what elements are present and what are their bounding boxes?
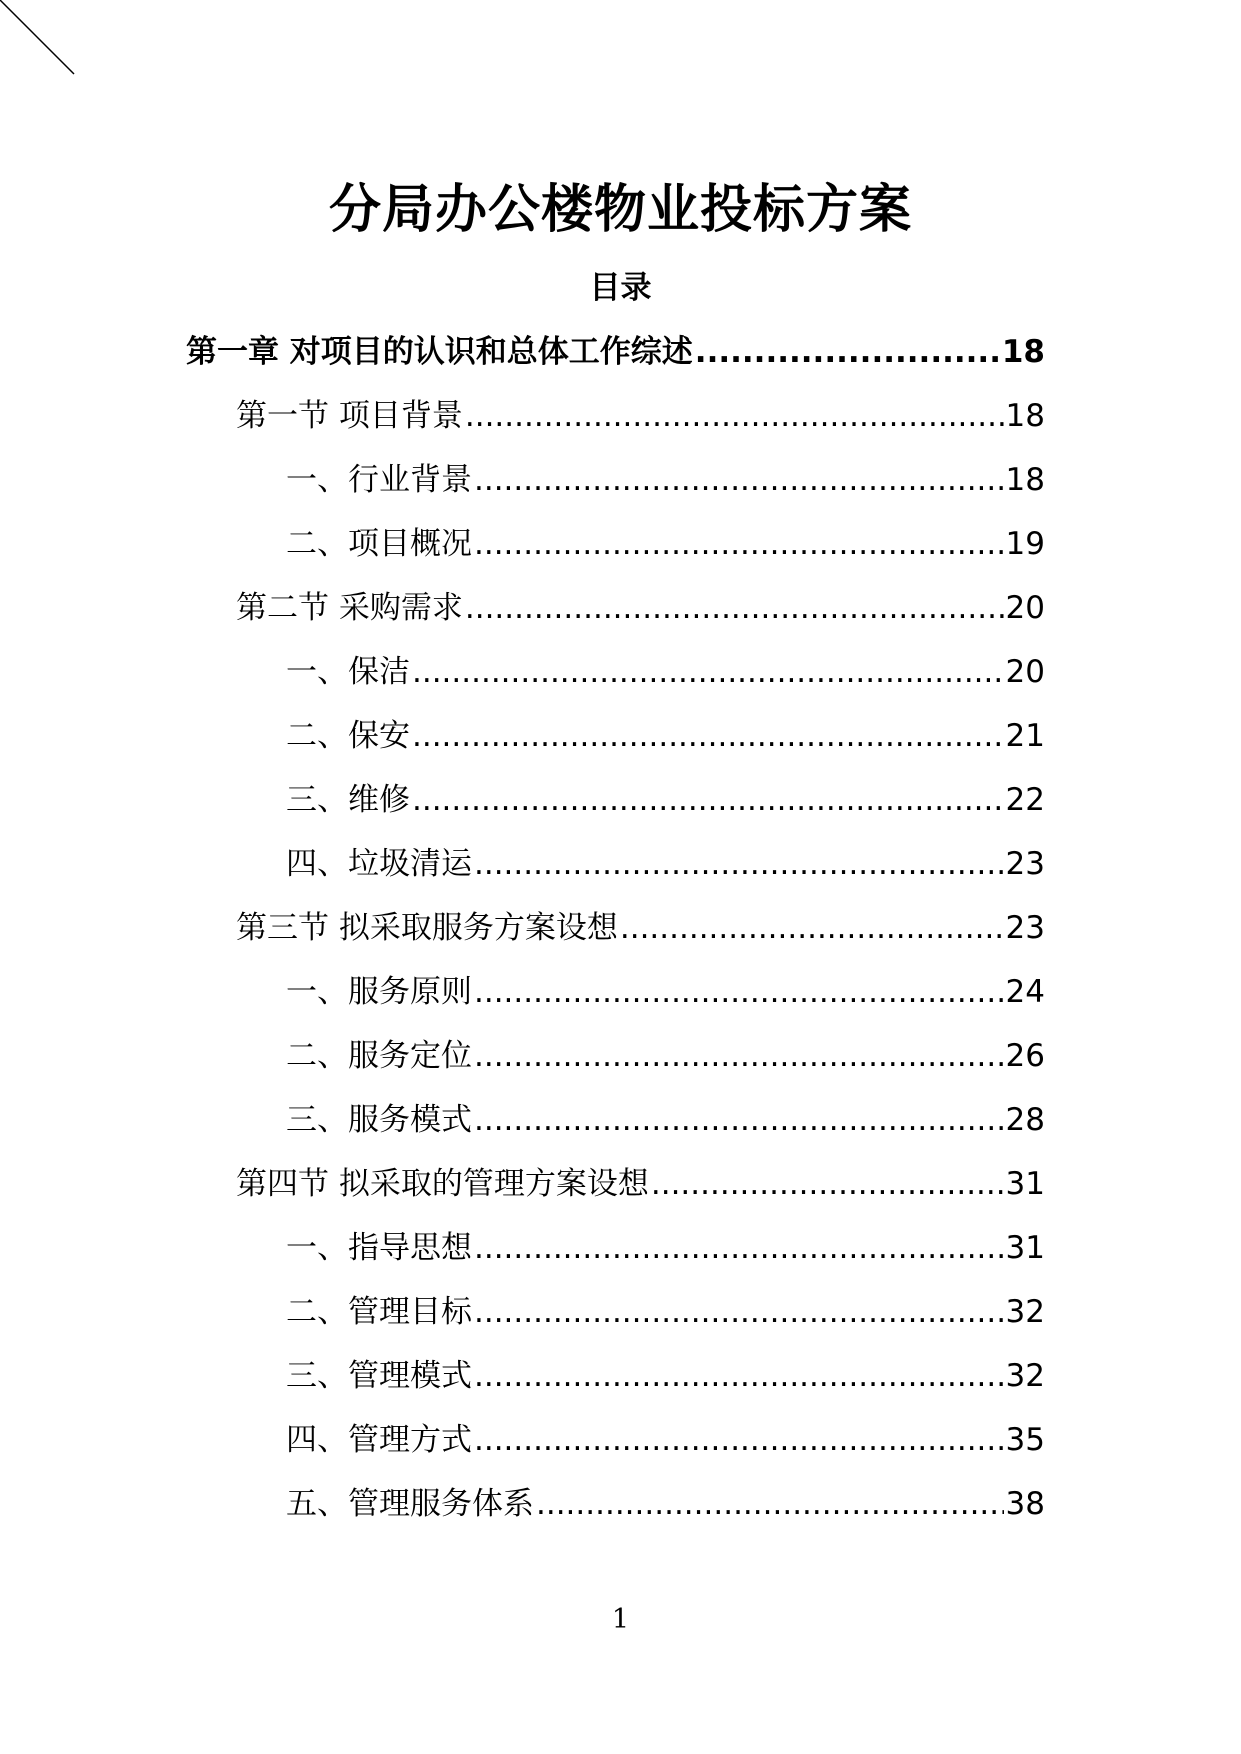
- toc-entry-page: 28: [1005, 1102, 1045, 1138]
- toc-entry-label: 第三节 拟采取服务方案设想: [236, 910, 618, 946]
- toc-subsection-entry[interactable]: [286, 1098, 1045, 1142]
- toc-entry-page: 20: [1005, 590, 1045, 626]
- toc-entry-page: 22: [1005, 782, 1045, 818]
- toc-dot-leader: [412, 650, 1004, 694]
- toc-entry-label: 三、服务模式: [286, 1102, 472, 1138]
- toc-dot-leader: [465, 586, 1004, 630]
- document-title: 分局办公楼物业投标方案: [328, 180, 912, 240]
- toc-entry-label: 一、行业背景: [286, 462, 472, 498]
- toc-entry-label: 五、管理服务体系: [286, 1486, 534, 1522]
- toc-entry-page: 18: [1005, 462, 1045, 498]
- toc-dot-leader: [695, 330, 1000, 374]
- toc-section-entry[interactable]: [236, 586, 1045, 630]
- toc-entry-label: 一、服务原则: [286, 974, 472, 1010]
- toc-subsection-entry[interactable]: [286, 522, 1045, 566]
- toc-entry-page: 35: [1005, 1422, 1045, 1458]
- toc-subsection-entry[interactable]: [286, 842, 1045, 886]
- toc-dot-leader: [474, 1290, 1004, 1334]
- toc-subsection-entry[interactable]: [286, 778, 1045, 822]
- toc-subsection-entry[interactable]: [286, 650, 1045, 694]
- toc-entry-label: 第一节 项目背景: [236, 398, 463, 434]
- toc-dot-leader: [474, 1098, 1004, 1142]
- toc-section-entry[interactable]: [236, 394, 1045, 438]
- toc-entry-page: 23: [1005, 910, 1045, 946]
- toc-dot-leader: [536, 1482, 1004, 1526]
- toc-entry-page: 24: [1005, 974, 1045, 1010]
- toc-entry-label: 四、垃圾清运: [286, 846, 472, 882]
- toc-entry-label: 第四节 拟采取的管理方案设想: [236, 1166, 649, 1202]
- toc-entry-label: 二、项目概况: [286, 526, 472, 562]
- toc-dot-leader: [620, 906, 1004, 950]
- toc-entry-label: 四、管理方式: [286, 1422, 472, 1458]
- toc-entry-page: 18: [1005, 398, 1045, 434]
- toc-dot-leader: [474, 1034, 1004, 1078]
- toc-entry-page: 38: [1005, 1486, 1045, 1522]
- toc-entry-page: 26: [1005, 1038, 1045, 1074]
- toc-entry-label: 一、保洁: [286, 654, 410, 690]
- toc-subsection-entry[interactable]: [286, 458, 1045, 502]
- toc-entry-label: 一、指导思想: [286, 1230, 472, 1266]
- toc-dot-leader: [474, 458, 1004, 502]
- toc-dot-leader: [651, 1162, 1004, 1206]
- toc-entry-label: 二、保安: [286, 718, 410, 754]
- toc-subsection-entry[interactable]: [286, 970, 1045, 1014]
- toc-subsection-entry[interactable]: [286, 1290, 1045, 1334]
- toc-section-entry[interactable]: [236, 906, 1045, 950]
- toc-entry-page: 31: [1005, 1230, 1045, 1266]
- toc-subsection-entry[interactable]: [286, 1226, 1045, 1270]
- toc-subsection-entry[interactable]: [286, 1034, 1045, 1078]
- page-number: 1: [611, 1604, 630, 1635]
- toc-entry-page: 32: [1005, 1294, 1045, 1330]
- toc-entry-label: 三、维修: [286, 782, 410, 818]
- toc-entry-page: 20: [1005, 654, 1045, 690]
- toc-dot-leader: [474, 1226, 1004, 1270]
- corner-crop-mark: [0, 0, 80, 80]
- toc-dot-leader: [474, 522, 1004, 566]
- toc-dot-leader: [465, 394, 1004, 438]
- toc-heading: 目录: [589, 270, 652, 306]
- toc-subsection-entry[interactable]: [286, 1354, 1045, 1398]
- toc-subsection-entry[interactable]: [286, 714, 1045, 758]
- toc-dot-leader: [412, 714, 1004, 758]
- toc-dot-leader: [474, 842, 1004, 886]
- toc-subsection-entry[interactable]: [286, 1482, 1045, 1526]
- toc-chapter-entry[interactable]: [186, 330, 1045, 374]
- toc-entry-label: 三、管理模式: [286, 1358, 472, 1394]
- toc-dot-leader: [474, 970, 1004, 1014]
- toc-subsection-entry[interactable]: [286, 1418, 1045, 1462]
- toc-entry-page: 21: [1005, 718, 1045, 754]
- toc-entry-label: 第二节 采购需求: [236, 590, 463, 626]
- toc-entry-label: 二、管理目标: [286, 1294, 472, 1330]
- toc-entry-page: 19: [1005, 526, 1045, 562]
- toc-dot-leader: [474, 1354, 1004, 1398]
- toc-dot-leader: [474, 1418, 1004, 1462]
- toc-entry-label: 第一章 对项目的认识和总体工作综述: [186, 334, 693, 370]
- toc-entry-label: 二、服务定位: [286, 1038, 472, 1074]
- toc-entry-page: 31: [1005, 1166, 1045, 1202]
- toc-section-entry[interactable]: [236, 1162, 1045, 1206]
- toc-entry-page: 18: [1001, 334, 1045, 370]
- toc-dot-leader: [412, 778, 1004, 822]
- toc-entry-page: 23: [1005, 846, 1045, 882]
- toc-entry-page: 32: [1005, 1358, 1045, 1394]
